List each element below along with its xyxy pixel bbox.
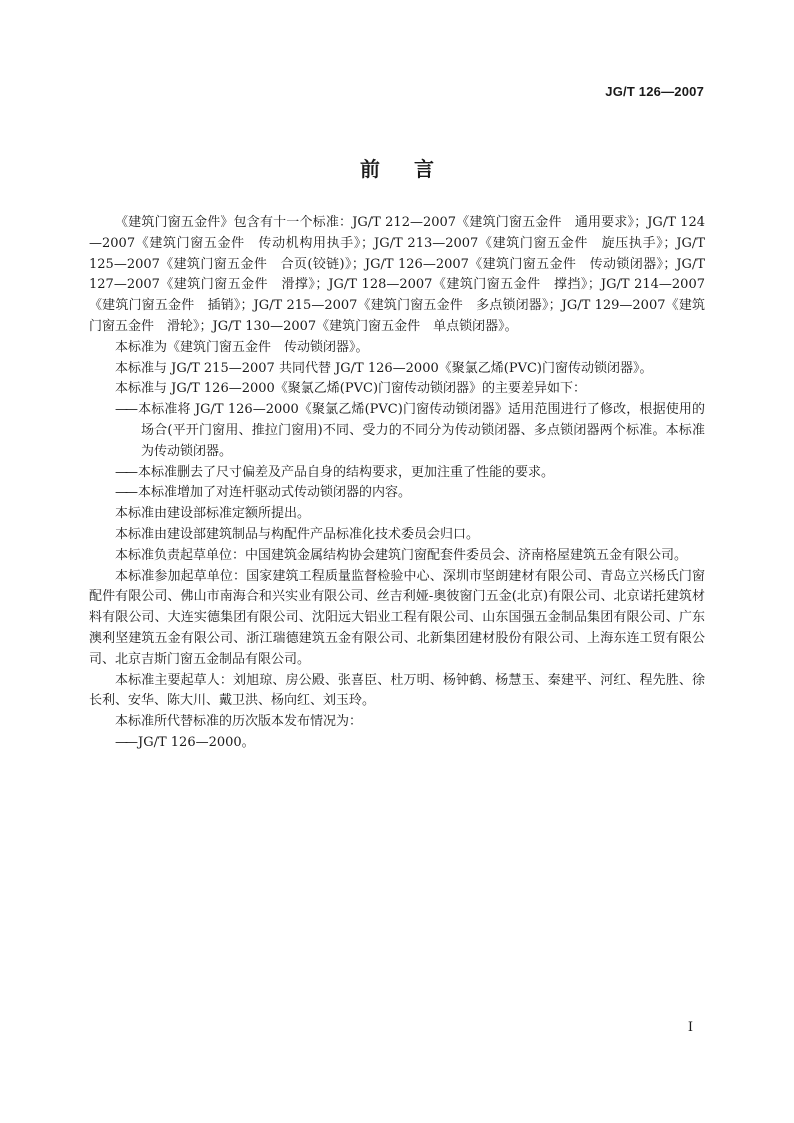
paragraph-replacement: 本标准与 JG/T 215—2007 共同代替 JG/T 126—2000《聚氯乙烯(PVC)门窗传动锁闭器》。: [115, 360, 653, 376]
difference-item-2: —— 本标准删去了尺寸偏差及产品自身的结构要求，更加注重了性能的要求。: [89, 463, 705, 484]
title-char-1: 前: [360, 157, 380, 181]
paragraph-main-drafters: 本标准主要起草人：刘旭琼、房公殿、张喜臣、杜万明、杨钟鹤、杨慧玉、秦建平、河红、程先胜、徐长利、安华、陈大川、戴卫洪、杨向红、刘玉玲。: [89, 672, 705, 709]
paragraph-proposer: 本标准由建设部标准定额所提出。: [115, 506, 311, 522]
page-title: [0, 153, 794, 182]
previous-edition-item: —— JG/T 126—2000。: [89, 733, 705, 754]
paragraph-series-list: 《建筑门窗五金件》包含有十一个标准：JG/T 212—2007《建筑门窗五金件 通用要求》；JG/T 124—2007《建筑门窗五金件 传动机构用执手》；JG/T 213—2007《建筑门窗五金件 旋压执手》；JG/T 125—2007《建筑门窗五金件 合页(铰链)》；JG/T 126—2007《建筑门窗五金件 传动锁闭器》；JG/T 127—2007《建筑门窗五金件 滑撑》；JG/T 128—2007《建筑门窗五金件 撑挡》；JG/T 214—2007《建筑门窗五金件 插销》；JG/T 215—2007《建筑门窗五金件 多点锁闭器》；JG/T 129—2007《建筑门窗五金件 滑轮》；JG/T 130—2007《建筑门窗五金件 单点锁闭器》。: [89, 215, 705, 334]
standard-code-header: JG/T 126—2007: [605, 84, 704, 99]
paragraph-participating-drafters: 本标准参加起草单位：国家建筑工程质量监督检验中心、深圳市坚朗建材有限公司、青岛立兴杨氏门窗配件有限公司、佛山市南海合和兴实业有限公司、丝吉利娅-奥彼窗门五金(北京)有限公司、北京诺托建筑材料有限公司、大连实德集团有限公司、沈阳远大铝业工程有限公司、山东国强五金制品集团有限公司、广东澳利坚建筑五金有限公司、浙江瑞德建筑五金有限公司、北新集团建材股份有限公司、上海东连工贸有限公司、北京吉斯门窗五金制品有限公司。: [89, 568, 705, 667]
paragraph-standard-scope: 本标准为《建筑门窗五金件 传动锁闭器》。: [115, 339, 369, 355]
paragraph-lead-drafter: 本标准负责起草单位：中国建筑金属结构协会建筑门窗配套件委员会、济南格屋建筑五金有限公司。: [115, 547, 688, 563]
paragraph-previous-editions: 本标准所代替标准的历次版本发布情况为：: [115, 714, 363, 730]
difference-item-1: —— 本标准将 JG/T 126—2000《聚氯乙烯(PVC)门窗传动锁闭器》适用范围进行了修改，根据使用的场合(平开门窗用、推拉门窗用)不同、受力的不同分为传动锁闭器、多点锁闭器两个标准。本标准为传动锁闭器。: [89, 400, 705, 462]
page-number: I: [687, 1020, 693, 1035]
title-char-2: 言: [414, 157, 434, 181]
difference-item-3: —— 本标准增加了对连杆驱动式传动锁闭器的内容。: [89, 483, 705, 504]
paragraph-differences-intro: 本标准与 JG/T 126—2000《聚氯乙烯(PVC)门窗传动锁闭器》的主要差异如下：: [115, 381, 587, 397]
paragraph-administrator: 本标准由建设部建筑制品与构配件产品标准化技术委员会归口。: [115, 526, 480, 542]
foreword-body: [89, 213, 705, 754]
